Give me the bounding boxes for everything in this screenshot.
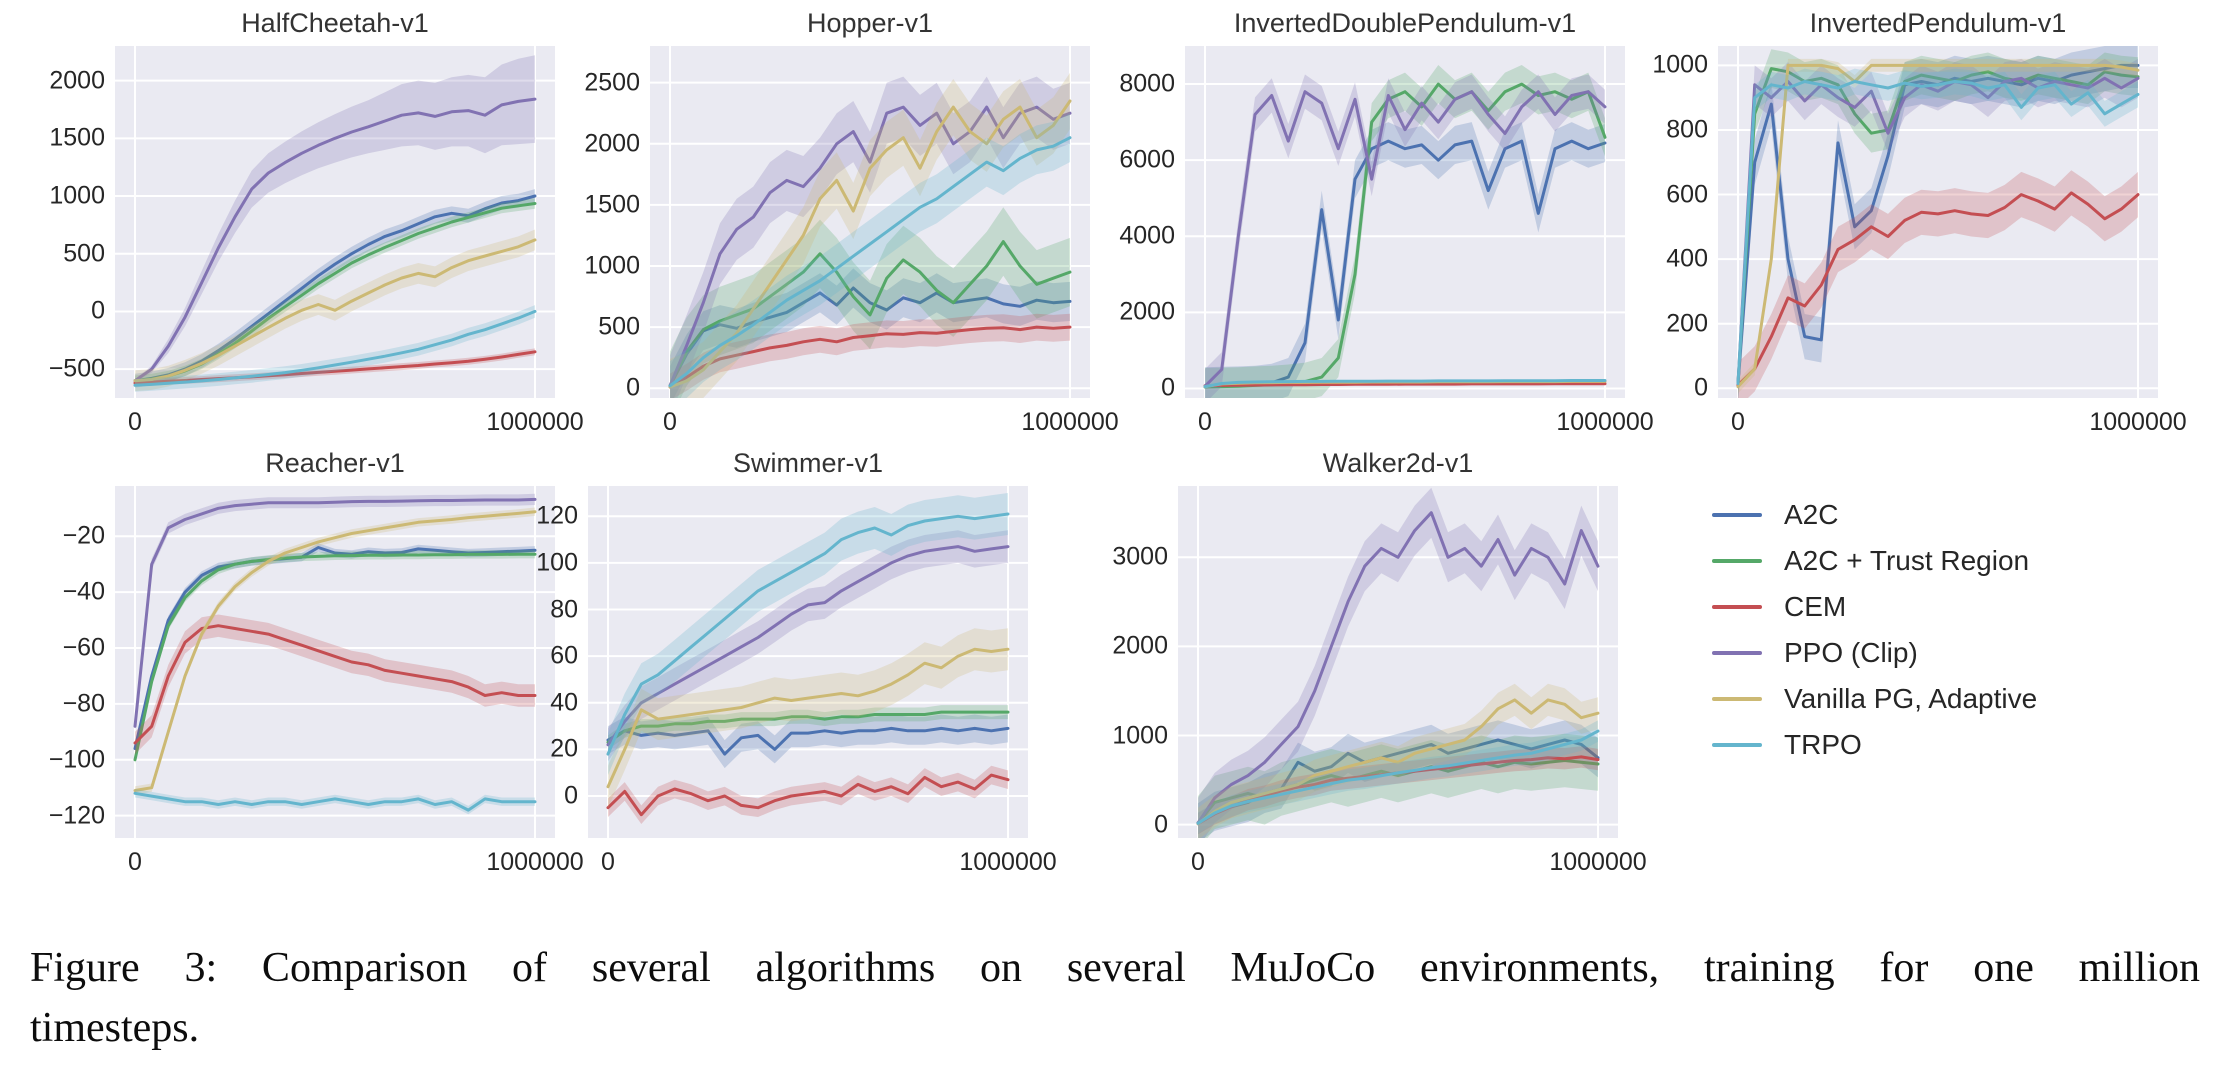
y-tick-label: −40 [62,577,105,606]
x-tick-label: 1000000 [1549,848,1647,876]
legend-entry [1712,538,2037,584]
x-tick-label: 0 [128,848,142,876]
plot-canvas [1718,46,2158,398]
chart-title: InvertedDoublePendulum-v1 [1233,8,1577,38]
y-tick-label: 8000 [1119,69,1175,98]
legend-line-swatch [1712,559,1762,563]
plot-canvas [588,486,1028,838]
legend-line-swatch [1712,651,1762,655]
y-tick-label: 0 [626,373,640,402]
y-tick-label: 2000 [584,129,640,158]
y-tick-label: −60 [62,633,105,662]
legend-line-swatch [1712,513,1762,517]
legend-label: TRPO [1784,729,1862,760]
chart-title: Swimmer-v1 [732,448,883,478]
y-tick-label: 2000 [49,66,105,95]
y-tick-label: 6000 [1119,145,1175,174]
plot-area [1178,486,1618,838]
y-tick-label: 600 [1666,180,1708,209]
legend-line-swatch [1712,605,1762,609]
legend-line-swatch [1712,697,1762,701]
y-tick-label: 0 [1161,373,1175,402]
x-tick-label: 0 [1731,408,1745,436]
y-tick-label: −20 [62,521,105,550]
chart-title: Reacher-v1 [265,448,405,478]
plot-area [115,486,555,838]
legend-label: PPO (Clip) [1784,637,1918,668]
legend-line-swatch [1712,743,1762,747]
plot-area [1718,46,2158,398]
y-tick-label: 200 [1666,309,1708,338]
figure-caption [30,938,2200,1058]
y-tick-label: 60 [550,641,578,670]
y-tick-label: 1500 [584,190,640,219]
chart-title: InvertedPendulum-v1 [1809,8,2067,38]
y-tick-label: 500 [63,239,105,268]
y-tick-label: −100 [48,745,105,774]
y-tick-label: −120 [48,801,105,830]
x-tick-label: 0 [1191,848,1205,876]
legend-entry [1712,492,2037,538]
legend-entry [1712,676,2037,722]
y-tick-label: 40 [550,688,578,717]
y-tick-label: 100 [536,548,578,577]
chart-hopper [562,6,1119,444]
chart-swimmer [500,446,1057,884]
plot-area [1185,46,1625,398]
y-tick-label: 4000 [1119,221,1175,250]
x-tick-label: 0 [128,408,142,436]
chart-inverted-double-pendulum [1097,6,1654,444]
chart-reacher [27,446,584,884]
y-tick-label: 1000 [584,251,640,280]
y-tick-label: 0 [564,781,578,810]
y-tick-label: 400 [1666,244,1708,273]
plot-canvas [1178,486,1618,838]
legend-label: Vanilla PG, Adaptive [1784,683,2038,714]
y-tick-label: 0 [1694,373,1708,402]
plot-area [115,46,555,398]
x-tick-label: 0 [601,848,615,876]
y-tick-label: 1000 [1112,721,1168,750]
chart-walker2d [1090,446,1647,884]
x-tick-label: 1000000 [2089,408,2187,436]
plot-canvas [115,46,555,398]
x-tick-label: 0 [1198,408,1212,436]
x-tick-label: 1000000 [959,848,1057,876]
chart-title: HalfCheetah-v1 [241,8,429,38]
plot-canvas [115,486,555,838]
legend-label: A2C + Trust Region [1784,545,2030,576]
chart-inverted-pendulum [1630,6,2187,444]
plot-canvas [1185,46,1625,398]
plot-canvas [650,46,1090,398]
x-tick-label: 1000000 [486,408,584,436]
y-tick-label: 120 [536,501,578,530]
caption-line-2: timesteps. [30,1005,200,1052]
chart-title: Hopper-v1 [806,8,934,38]
y-tick-label: 20 [550,734,578,763]
y-tick-label: −80 [62,689,105,718]
chart-title: Walker2d-v1 [1322,448,1474,478]
legend-entry [1712,584,2037,630]
legend-entry [1712,630,2037,676]
plot-area [588,486,1028,838]
y-tick-label: 0 [91,296,105,325]
x-tick-label: 1000000 [486,848,584,876]
plot-area [650,46,1090,398]
y-tick-label: 800 [1666,115,1708,144]
y-tick-label: 2000 [1112,631,1168,660]
y-tick-label: 1000 [1652,50,1708,79]
legend-entry [1712,722,2037,768]
y-tick-label: 1000 [49,181,105,210]
y-tick-label: 2000 [1119,297,1175,326]
y-tick-label: 2500 [584,68,640,97]
caption-line-1: Figure 3: Comparison of several algorithms on several MuJoCo environments, training for one million [30,945,2200,991]
y-tick-label: 80 [550,595,578,624]
legend-label: A2C [1784,499,1839,530]
y-tick-label: 1500 [49,123,105,152]
legend-label: CEM [1784,591,1847,622]
chart-halfcheetah [27,6,584,444]
x-tick-label: 0 [663,408,677,436]
y-tick-label: 0 [1154,810,1168,839]
x-tick-label: 1000000 [1021,408,1119,436]
legend [1712,492,2037,768]
y-tick-label: −500 [48,354,105,383]
y-tick-label: 3000 [1112,542,1168,571]
x-tick-label: 1000000 [1556,408,1654,436]
y-tick-label: 500 [598,312,640,341]
